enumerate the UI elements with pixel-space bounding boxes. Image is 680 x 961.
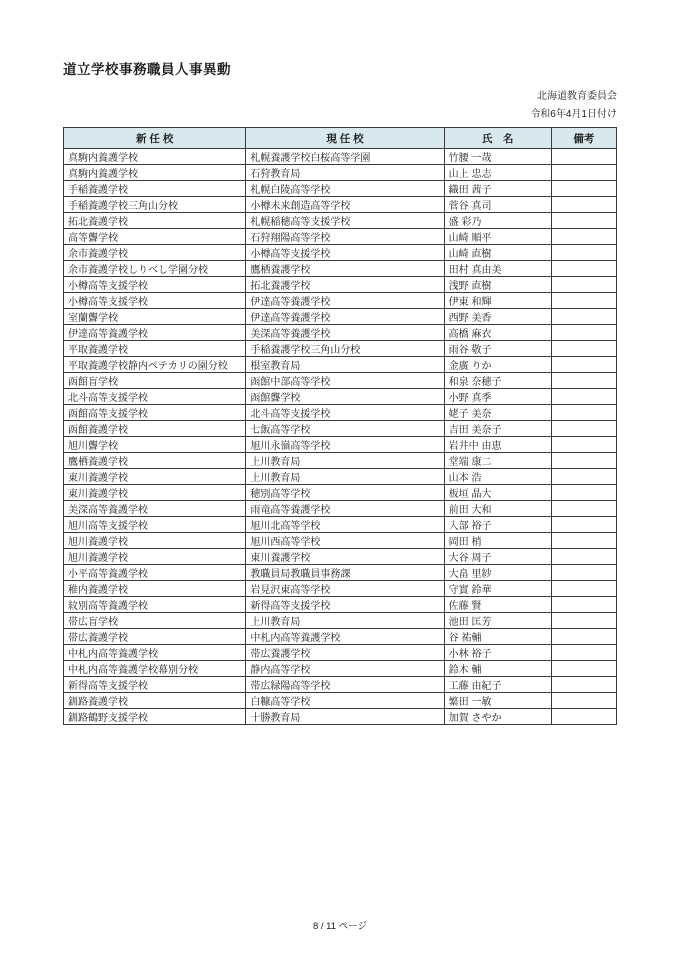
note-cell (551, 341, 616, 357)
table-row (64, 405, 617, 421)
new-school-cell: 真駒内養護学校 (64, 149, 246, 165)
current-school-cell: 美深高等養護学校 (246, 325, 444, 341)
current-school-cell: 北斗高等支援学校 (246, 405, 444, 421)
note-cell (551, 197, 616, 213)
note-cell (551, 629, 616, 645)
current-school-cell: 岩見沢東高等学校 (246, 581, 444, 597)
name-cell: 谷 祐輔 (444, 629, 551, 645)
new-school-cell: 紋別高等養護学校 (64, 597, 246, 613)
note-cell (551, 485, 616, 501)
current-school-cell: 帯広緑陽高等学校 (246, 677, 444, 693)
note-cell (551, 517, 616, 533)
document-meta (63, 88, 617, 124)
column-header-current-school: 現 任 校 (246, 128, 444, 149)
note-cell (551, 437, 616, 453)
organization-line: 北海道教育委員会 (537, 91, 617, 102)
name-cell: 山崎 直樹 (444, 245, 551, 261)
new-school-cell: 拓北養護学校 (64, 213, 246, 229)
note-cell (551, 181, 616, 197)
current-school-cell: 東川養護学校 (246, 549, 444, 565)
new-school-cell: 真駒内養護学校 (64, 165, 246, 181)
note-cell (551, 453, 616, 469)
note-cell (551, 597, 616, 613)
current-school-cell: 白糠高等学校 (246, 693, 444, 709)
current-school-cell: 札幌稲穂高等支援学校 (246, 213, 444, 229)
new-school-cell: 北斗高等支援学校 (64, 389, 246, 405)
current-school-cell: 手稲養護学校三角山分校 (246, 341, 444, 357)
column-header-new-school: 新 任 校 (64, 128, 246, 149)
new-school-cell: 中札内高等養護学校幕別分校 (64, 661, 246, 677)
note-cell (551, 229, 616, 245)
new-school-cell: 手稲養護学校三角山分校 (64, 197, 246, 213)
new-school-cell: 手稲養護学校 (64, 181, 246, 197)
page-title: 道立学校事務職員人事異動 (63, 62, 231, 77)
name-cell: 山上 忠志 (444, 165, 551, 181)
table-row (64, 245, 617, 261)
table-row (64, 469, 617, 485)
name-cell: 竹腰 一哉 (444, 149, 551, 165)
new-school-cell: 函館高等支援学校 (64, 405, 246, 421)
note-cell (551, 677, 616, 693)
new-school-cell: 東川養護学校 (64, 485, 246, 501)
personnel-table-header (64, 128, 617, 149)
name-cell: 堂端 康二 (444, 453, 551, 469)
table-row (64, 389, 617, 405)
table-row (64, 197, 617, 213)
current-school-cell: 静内高等学校 (246, 661, 444, 677)
note-cell (551, 565, 616, 581)
new-school-cell: 帯広盲学校 (64, 613, 246, 629)
table-row (64, 325, 617, 341)
name-cell: 入部 裕子 (444, 517, 551, 533)
new-school-cell: 伊達高等養護学校 (64, 325, 246, 341)
note-cell (551, 469, 616, 485)
new-school-cell: 高等聾学校 (64, 229, 246, 245)
current-school-cell: 十勝教育局 (246, 709, 444, 725)
table-row (64, 293, 617, 309)
name-cell: 菅谷 真司 (444, 197, 551, 213)
note-cell (551, 533, 616, 549)
name-cell: 前田 大和 (444, 501, 551, 517)
table-row (64, 485, 617, 501)
new-school-cell: 稚内養護学校 (64, 581, 246, 597)
new-school-cell: 小樽高等支援学校 (64, 293, 246, 309)
note-cell (551, 693, 616, 709)
note-cell (551, 165, 616, 181)
name-cell: 高橋 麻衣 (444, 325, 551, 341)
current-school-cell: 上川教育局 (246, 453, 444, 469)
name-cell: 金廣 りか (444, 357, 551, 373)
name-cell: 池田 匡芳 (444, 613, 551, 629)
table-row (64, 597, 617, 613)
new-school-cell: 美深高等養護学校 (64, 501, 246, 517)
new-school-cell: 旭川養護学校 (64, 549, 246, 565)
current-school-cell: 小樽未来創造高等学校 (246, 197, 444, 213)
new-school-cell: 釧路養護学校 (64, 693, 246, 709)
note-cell (551, 245, 616, 261)
note-cell (551, 309, 616, 325)
new-school-cell: 平取養護学校静内ペテカリの園分校 (64, 357, 246, 373)
name-cell: 田村 真由美 (444, 261, 551, 277)
name-cell: 和泉 奈穂子 (444, 373, 551, 389)
table-row (64, 693, 617, 709)
note-cell (551, 373, 616, 389)
column-header-name: 氏 名 (444, 128, 551, 149)
name-cell: 伊東 和輝 (444, 293, 551, 309)
new-school-cell: 余市養護学校しりべし学園分校 (64, 261, 246, 277)
name-cell: 盛 彩乃 (444, 213, 551, 229)
note-cell (551, 709, 616, 725)
new-school-cell: 中札内高等養護学校 (64, 645, 246, 661)
table-row (64, 581, 617, 597)
note-cell (551, 357, 616, 373)
current-school-cell: 小樽高等支援学校 (246, 245, 444, 261)
current-school-cell: 鷹栖養護学校 (246, 261, 444, 277)
name-cell: 西野 美香 (444, 309, 551, 325)
note-cell (551, 293, 616, 309)
personnel-table (63, 127, 617, 725)
new-school-cell: 旭川養護学校 (64, 533, 246, 549)
name-cell: 姥子 美奈 (444, 405, 551, 421)
new-school-cell: 函館盲学校 (64, 373, 246, 389)
current-school-cell: 新得高等支援学校 (246, 597, 444, 613)
name-cell: 岡田 梢 (444, 533, 551, 549)
note-cell (551, 405, 616, 421)
new-school-cell: 余市養護学校 (64, 245, 246, 261)
current-school-cell: 旭川永嶺高等学校 (246, 437, 444, 453)
note-cell (551, 645, 616, 661)
new-school-cell: 旭川聾学校 (64, 437, 246, 453)
new-school-cell: 釧路鶴野支援学校 (64, 709, 246, 725)
name-cell: 繁田 一敏 (444, 693, 551, 709)
note-cell (551, 213, 616, 229)
name-cell: 山本 浩 (444, 469, 551, 485)
new-school-cell: 旭川高等支援学校 (64, 517, 246, 533)
current-school-cell: 根室教育局 (246, 357, 444, 373)
name-cell: 大谷 周子 (444, 549, 551, 565)
note-cell (551, 421, 616, 437)
current-school-cell: 旭川西高等学校 (246, 533, 444, 549)
current-school-cell: 旭川北高等学校 (246, 517, 444, 533)
current-school-cell: 石狩翔陽高等学校 (246, 229, 444, 245)
current-school-cell: 石狩教育局 (246, 165, 444, 181)
name-cell: 加賀 さやか (444, 709, 551, 725)
current-school-cell: 中札内高等養護学校 (246, 629, 444, 645)
new-school-cell: 帯広養護学校 (64, 629, 246, 645)
name-cell: 工藤 由紀子 (444, 677, 551, 693)
name-cell: 佐藤 賢 (444, 597, 551, 613)
table-row (64, 549, 617, 565)
new-school-cell: 小樽高等支援学校 (64, 277, 246, 293)
table-row (64, 517, 617, 533)
table-row (64, 709, 617, 725)
new-school-cell: 新得高等支援学校 (64, 677, 246, 693)
date-line: 令和6年4月1日付け (530, 109, 617, 120)
table-row (64, 421, 617, 437)
note-cell (551, 501, 616, 517)
current-school-cell: 上川教育局 (246, 613, 444, 629)
new-school-cell: 小平高等養護学校 (64, 565, 246, 581)
name-cell: 吉田 美奈子 (444, 421, 551, 437)
name-cell: 雨谷 敬子 (444, 341, 551, 357)
current-school-cell: 札幌養護学校白桜高等学園 (246, 149, 444, 165)
current-school-cell: 教職員局教職員事務課 (246, 565, 444, 581)
table-row (64, 501, 617, 517)
note-cell (551, 261, 616, 277)
new-school-cell: 東川養護学校 (64, 469, 246, 485)
note-cell (551, 613, 616, 629)
name-cell: 板垣 晶大 (444, 485, 551, 501)
table-row (64, 309, 617, 325)
name-cell: 小林 裕子 (444, 645, 551, 661)
current-school-cell: 上川教育局 (246, 469, 444, 485)
note-cell (551, 149, 616, 165)
table-row (64, 437, 617, 453)
column-header-note: 備考 (551, 128, 616, 149)
note-cell (551, 661, 616, 677)
new-school-cell: 函館養護学校 (64, 421, 246, 437)
table-row (64, 229, 617, 245)
name-cell: 岩井中 由恵 (444, 437, 551, 453)
new-school-cell: 平取養護学校 (64, 341, 246, 357)
name-cell: 織田 茜子 (444, 181, 551, 197)
table-row (64, 613, 617, 629)
page-number-footer: 8 / 11 ページ (312, 921, 367, 932)
table-row (64, 533, 617, 549)
current-school-cell: 七飯高等学校 (246, 421, 444, 437)
note-cell (551, 389, 616, 405)
name-cell: 守實 鈴華 (444, 581, 551, 597)
name-cell: 大畠 里紗 (444, 565, 551, 581)
note-cell (551, 581, 616, 597)
table-row (64, 277, 617, 293)
table-row (64, 357, 617, 373)
table-row (64, 261, 617, 277)
current-school-cell: 帯広養護学校 (246, 645, 444, 661)
current-school-cell: 雨竜高等養護学校 (246, 501, 444, 517)
table-row (64, 213, 617, 229)
current-school-cell: 穂別高等学校 (246, 485, 444, 501)
table-row (64, 629, 617, 645)
note-cell (551, 549, 616, 565)
current-school-cell: 伊達高等養護学校 (246, 293, 444, 309)
name-cell: 小野 真季 (444, 389, 551, 405)
note-cell (551, 325, 616, 341)
table-row (64, 661, 617, 677)
current-school-cell: 拓北養護学校 (246, 277, 444, 293)
personnel-table-body (64, 149, 617, 725)
table-row (64, 149, 617, 165)
current-school-cell: 札幌白陵高等学校 (246, 181, 444, 197)
new-school-cell: 室蘭聾学校 (64, 309, 246, 325)
current-school-cell: 函館中部高等学校 (246, 373, 444, 389)
name-cell: 鈴木 輔 (444, 661, 551, 677)
table-row (64, 181, 617, 197)
new-school-cell: 鷹栖養護学校 (64, 453, 246, 469)
name-cell: 山崎 順平 (444, 229, 551, 245)
table-row (64, 677, 617, 693)
table-row (64, 645, 617, 661)
table-row (64, 165, 617, 181)
header-row (64, 128, 617, 149)
table-row (64, 341, 617, 357)
table-row (64, 565, 617, 581)
table-row (64, 453, 617, 469)
table-row (64, 373, 617, 389)
name-cell: 浅野 直樹 (444, 277, 551, 293)
current-school-cell: 函館聾学校 (246, 389, 444, 405)
current-school-cell: 伊達高等養護学校 (246, 309, 444, 325)
note-cell (551, 277, 616, 293)
